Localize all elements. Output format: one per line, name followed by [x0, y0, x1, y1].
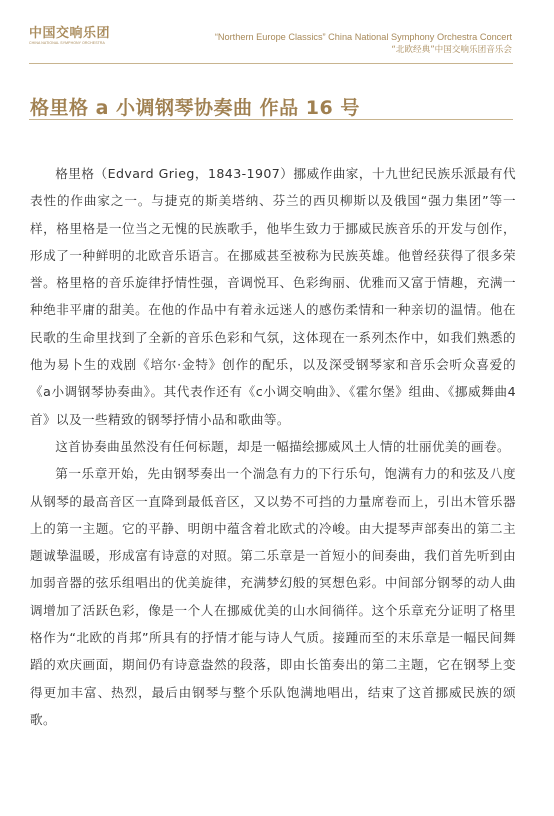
- article-body: [30, 160, 516, 733]
- paragraph-movements: 第一乐章开始，先由钢琴奏出一个湍急有力的下行乐句，饱满有力的和弦及八度从钢琴的最高音区一直降到最低音区，又以势不可挡的力量席卷而上，引出木管乐器上的第一主题。它的平静、明朗中蕴含着北欧式的冷峻。由大提琴声部奏出的第二主题诚挚温暖，形成富有诗意的对照。第二乐章是一首短小的间奏曲，我们首先听到由加弱音器的弦乐组唱出的优美旋律，充满梦幻般的冥想色彩。中间部分钢琴的动人曲调增加了活跃色彩，像是一个人在挪威优美的山水间徜徉。这个乐章充分证明了格里格作为“北欧的肖邦”所具有的抒情才能与诗人气质。接踵而至的末乐章是一幅民间舞蹈的欢庆画面，期间仍有诗意盎然的段落，即由长笛奏出的第二主题，它在钢琴上变得更加丰富、热烈，最后由钢琴与整个乐队饱满地唱出，结束了这首挪威民族的颂歌。: [30, 466, 516, 727]
- logo-english-text: CHINA NATIONAL SYMPHONY ORCHESTRA: [29, 41, 105, 45]
- page-title: 格里格 a 小调钢琴协奏曲 作品 16 号: [30, 96, 360, 119]
- header-divider: [29, 63, 513, 64]
- concert-title-chinese: “北欧经典”中国交响乐团音乐会: [391, 45, 512, 55]
- concert-title-block: [215, 31, 512, 56]
- concert-title-english: “Northern Europe Classics” China National Symphony Orchestra Concert: [214, 32, 512, 42]
- title-divider: [29, 119, 513, 120]
- logo-chinese-text: 中国交响乐团: [29, 26, 111, 41]
- orchestra-logo: [29, 27, 119, 46]
- page-header: [0, 0, 554, 64]
- paragraph-composer-bio: 格里格（Edvard Grieg，1843-1907）挪威作曲家，十九世纪民族乐派最有代表性的作曲家之一。与捷克的斯美塔纳、芬兰的西贝柳斯以及俄国“强力集团”等一样，格里格是一位当之无愧的民族歌手，他毕生致力于挪威民族音乐的开发与创作，形成了一种鲜明的北欧音乐语言。在挪威甚至被称为民族英雄。他曾经获得了很多荣誉。格里格的音乐旋律抒情性强，音调悦耳、色彩绚丽、优雅而又富于情趣，充满一种绝非平庸的甜美。在他的作品中有着永远迷人的感伤柔情和一种亲切的温情。他在民歌的生命里找到了全新的音乐色彩和气氛，这体现在一系列杰作中，如我们熟悉的他为易卜生的戏剧《培尔·金特》创作的配乐，以及深受钢琴家和音乐会听众喜爱的《a小调钢琴协奏曲》。其代表作还有《c小调交响曲》、《霍尔堡》组曲、《挪威舞曲4首》以及一些精致的钢琴抒情小品和歌曲等。: [30, 166, 516, 427]
- paragraph-overview: 这首协奏曲虽然没有任何标题，却是一幅描绘挪威风土人情的壮丽优美的画卷。: [55, 438, 510, 454]
